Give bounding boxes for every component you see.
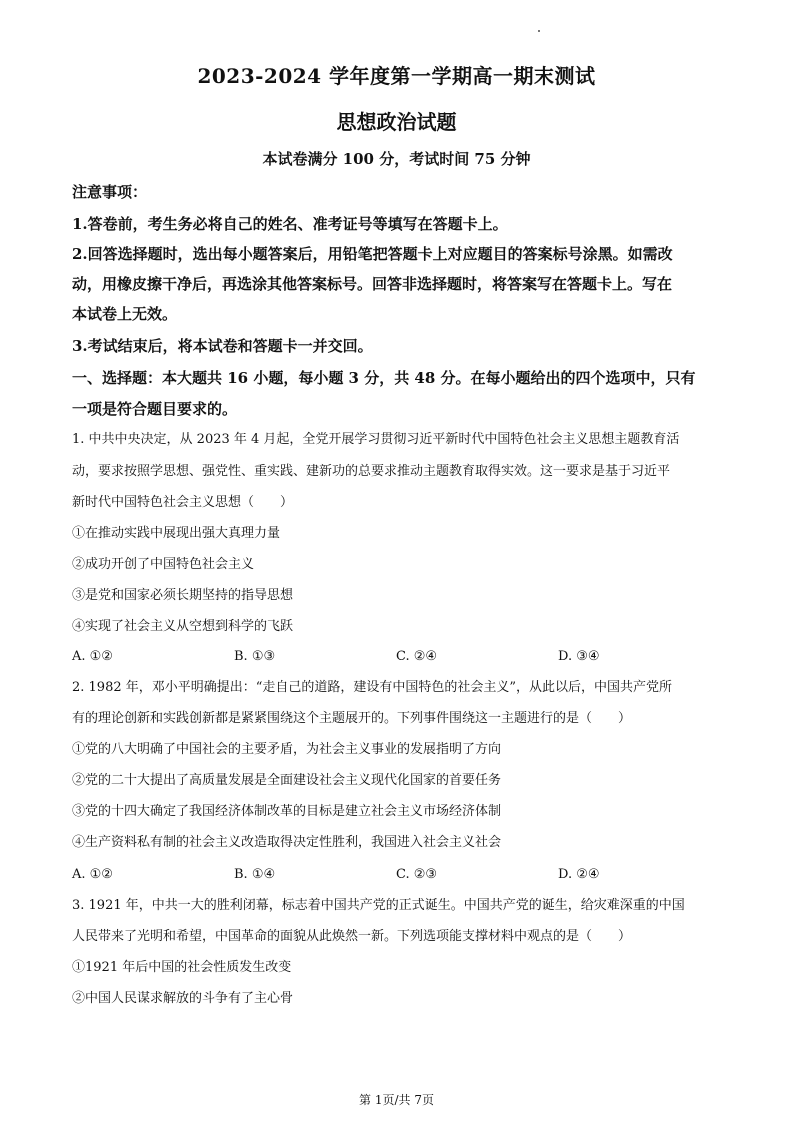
notice-line-1: 1.答卷前，考生务必将自己的姓名、准考证号等填写在答题卡上。 bbox=[72, 215, 508, 233]
q2-option-a: A. ①② bbox=[72, 867, 113, 882]
q3-item-1: ①1921 年后中国的社会性质发生改变 bbox=[72, 960, 292, 975]
q2-item-4: ④生产资料私有制的社会主义改造取得决定性胜利，我国进入社会主义社会 bbox=[72, 835, 502, 850]
notice-heading: 注意事项： bbox=[72, 183, 148, 201]
scan-speck bbox=[538, 30, 540, 32]
notice-line-2a: 2.回答选择题时，选出每小题答案后，用铅笔把答题卡上对应题目的答案标号涂黑。如需改 bbox=[72, 245, 673, 263]
q1-option-d: D. ③④ bbox=[558, 649, 600, 664]
q1-stem-1: 1. 中共中央决定，从 2023 年 4 月起，全党开展学习贯彻习近平新时代中国特色社会主义思想主题教育活 bbox=[72, 432, 680, 447]
q2-stem-2: 有的理论创新和实践创新都是紧紧围绕这个主题展开的。下列事件围绕这一主题进行的是（ ） bbox=[72, 711, 632, 726]
q1-item-1: ①在推动实践中展现出强大真理力量 bbox=[72, 526, 281, 541]
q2-item-1: ①党的八大明确了中国社会的主要矛盾，为社会主义事业的发展指明了方向 bbox=[72, 742, 502, 757]
section-heading-2: 一项是符合题目要求的。 bbox=[72, 400, 238, 418]
notice-line-2b: 动，用橡皮擦干净后，再选涂其他答案标号。回答非选择题时，将答案写在答题卡上。写在 bbox=[72, 275, 673, 293]
q2-item-2: ②党的二十大提出了高质量发展是全面建设社会主义现代化国家的首要任务 bbox=[72, 773, 502, 788]
q1-item-4: ④实现了社会主义从空想到科学的飞跃 bbox=[72, 619, 294, 634]
q3-item-2: ②中国人民谋求解放的斗争有了主心骨 bbox=[72, 991, 294, 1006]
notice-line-3: 3.考试结束后，将本试卷和答题卡一并交回。 bbox=[72, 337, 373, 355]
score-time-note: 本试卷满分 100 分，考试时间 75 分钟 bbox=[262, 150, 531, 168]
q2-item-3: ③党的十四大确定了我国经济体制改革的目标是建立社会主义市场经济体制 bbox=[72, 804, 502, 819]
subject-title: 思想政治试题 bbox=[336, 110, 457, 134]
q1-option-c: C. ②④ bbox=[396, 649, 438, 664]
q1-stem-2: 动，要求按照学思想、强党性、重实践、建新功的总要求推动主题教育取得实效。这一要求是基于习近平 bbox=[72, 464, 671, 479]
notice-line-2c: 本试卷上无效。 bbox=[72, 305, 178, 323]
q1-item-3: ③是党和国家必须长期坚持的指导思想 bbox=[72, 588, 294, 603]
section-heading-1: 一、选择题：本大题共 16 小题，每小题 3 分，共 48 分。在每小题给出的四个选项中，只有 bbox=[72, 369, 696, 387]
q3-stem-1: 3. 1921 年，中共一大的胜利闭幕，标志着中国共产党的正式诞生。中国共产党的诞生，给灾难深重的中国 bbox=[72, 898, 685, 913]
q1-option-a: A. ①② bbox=[72, 649, 113, 664]
q1-stem-3: 新时代中国特色社会主义思想（ ） bbox=[72, 495, 294, 510]
q2-option-b: B. ①④ bbox=[234, 867, 276, 882]
q1-item-2: ②成功开创了中国特色社会主义 bbox=[72, 557, 255, 572]
exam-title: 2023-2024 学年度第一学期高一期末测试 bbox=[197, 64, 596, 88]
q1-option-b: B. ①③ bbox=[234, 649, 276, 664]
q2-option-c: C. ②③ bbox=[396, 867, 438, 882]
q3-stem-2: 人民带来了光明和希望，中国革命的面貌从此焕然一新。下列选项能支撑材料中观点的是（ ） bbox=[72, 929, 632, 944]
q2-option-d: D. ②④ bbox=[558, 867, 600, 882]
page-number: 第 1页/共 7页 bbox=[359, 1093, 434, 1107]
q2-stem-1: 2. 1982 年，邓小平明确提出：“走自己的道路，建设有中国特色的社会主义”，从此以后，中国共产党所 bbox=[72, 680, 673, 695]
